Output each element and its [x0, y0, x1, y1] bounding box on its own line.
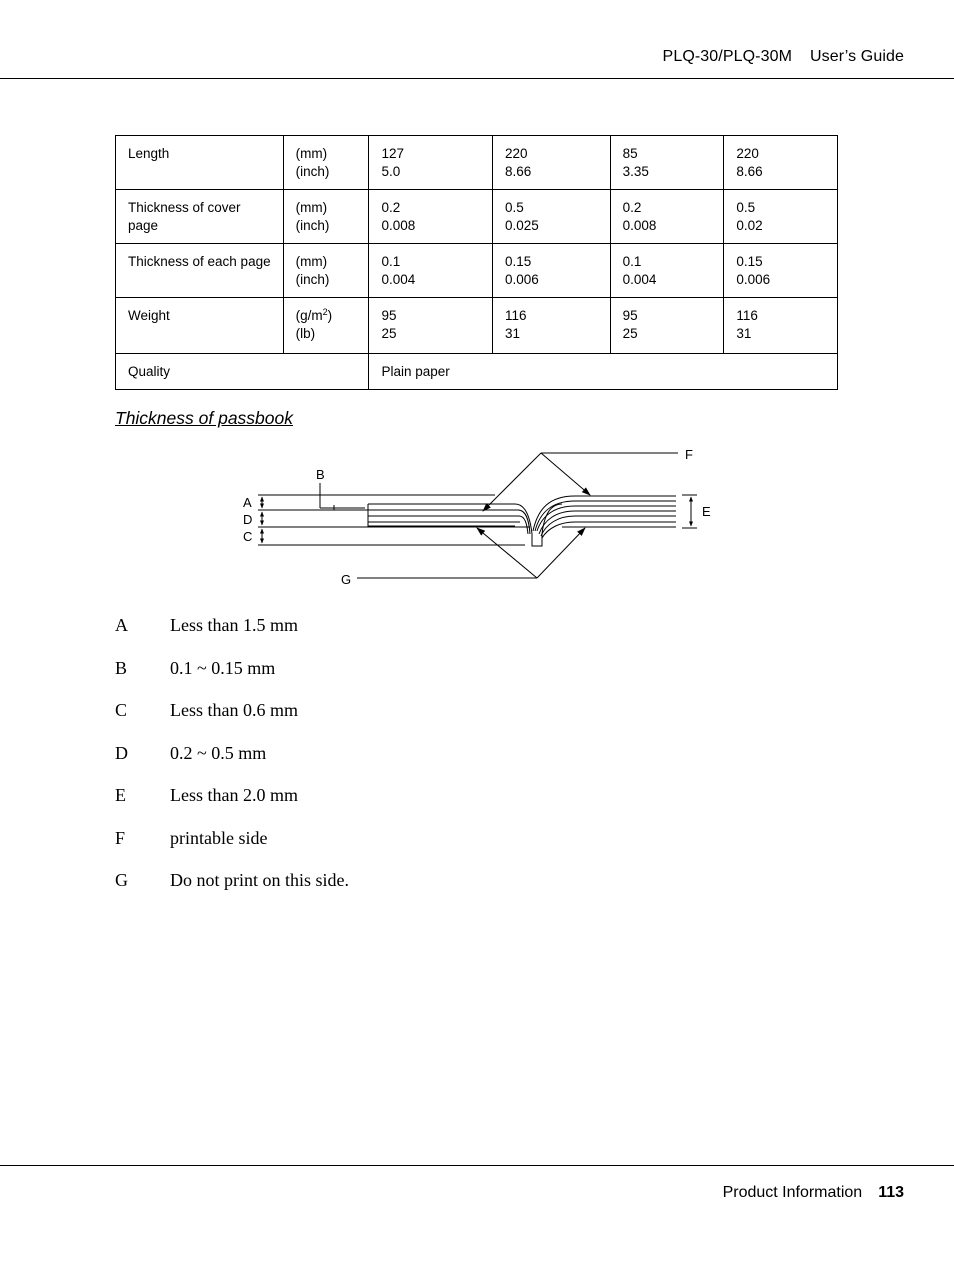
footer-rule — [0, 1165, 954, 1166]
value-cell: 85 3.35 — [610, 136, 724, 190]
value-cell: 0.1 0.004 — [610, 244, 724, 298]
table-row — [116, 244, 838, 298]
value-cell: 0.15 0.006 — [493, 244, 611, 298]
value-cell: 0.2 0.008 — [369, 190, 493, 244]
table-row — [116, 190, 838, 244]
list-item: B 0.1 ~ 0.15 mm — [115, 657, 276, 678]
page-number: 113 — [878, 1184, 904, 1201]
list-item: C Less than 0.6 mm — [115, 700, 298, 720]
row-label: Thickness of cover page — [116, 190, 284, 244]
value-cell: 0.2 0.008 — [610, 190, 724, 244]
label-g: G — [341, 572, 352, 587]
value-cell: 116 31 — [493, 298, 611, 354]
value-cell: 0.5 0.02 — [724, 190, 838, 244]
value-cell: 95 25 — [610, 298, 724, 354]
row-label: Weight — [116, 298, 284, 354]
passbook-thickness-diagram — [230, 446, 730, 591]
section-title: Thickness of passbook — [115, 408, 294, 428]
label-c: C — [243, 529, 253, 544]
table-row — [116, 136, 838, 190]
value-cell: 116 31 — [724, 298, 838, 354]
label-d: D — [243, 512, 253, 527]
value-cell: Plain paper — [369, 354, 838, 390]
header-product: PLQ-30/PLQ-30M — [662, 48, 793, 65]
unit-cell: (mm) (inch) — [283, 190, 369, 244]
list-item: F printable side — [115, 827, 268, 848]
running-footer — [723, 1184, 904, 1202]
running-header — [663, 48, 904, 66]
header-guide: User’s Guide — [810, 48, 904, 65]
label-b: B — [316, 467, 325, 482]
value-cell: 0.5 0.025 — [493, 190, 611, 244]
row-label: Quality — [116, 354, 369, 390]
paper-spec-table — [115, 135, 838, 390]
footer-section: Product Information — [722, 1184, 863, 1201]
table-row — [116, 298, 838, 354]
row-label: Thickness of each page — [116, 244, 284, 298]
row-label: Length — [116, 136, 284, 190]
label-a: A — [243, 495, 252, 510]
value-cell: 95 25 — [369, 298, 493, 354]
value-cell: 220 8.66 — [724, 136, 838, 190]
unit-cell: $(g/m^2)$ (lb) — [283, 298, 369, 354]
dimension-legend — [115, 615, 349, 913]
unit-cell: (mm) (inch) — [283, 244, 369, 298]
value-cell: 220 8.66 — [493, 136, 611, 190]
list-item: D 0.2 ~ 0.5 mm — [115, 742, 267, 763]
label-e: E — [702, 504, 711, 519]
value-cell: 127 5.0 — [369, 136, 493, 190]
table-row — [116, 354, 838, 390]
value-cell: 0.15 0.006 — [724, 244, 838, 298]
list-item: E Less than 2.0 mm — [115, 785, 298, 805]
label-f: F — [685, 447, 693, 462]
unit-cell: (mm) (inch) — [283, 136, 369, 190]
list-item: A Less than 1.5 mm — [115, 615, 298, 635]
list-item: G Do not print on this side. — [115, 870, 349, 890]
header-rule — [0, 78, 954, 79]
value-cell: 0.1 0.004 — [369, 244, 493, 298]
